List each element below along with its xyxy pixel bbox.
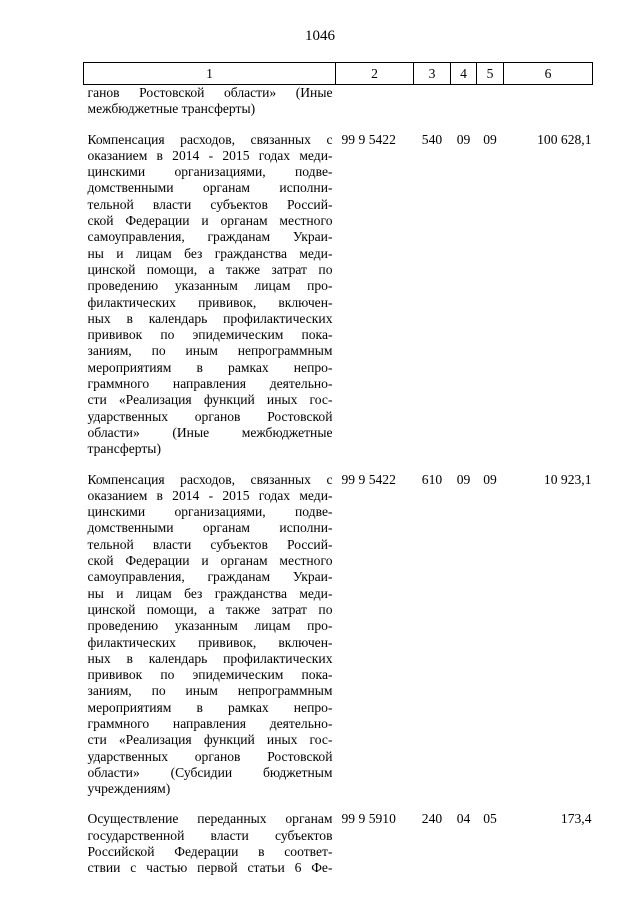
- description-line: проведению указанным лицам про-: [87, 278, 333, 294]
- description-line: межбюджетные трансферты): [87, 101, 256, 117]
- description-line: ны и лицам без гражданства меди-: [87, 245, 333, 261]
- description-line: цинскими организациями, подве-: [87, 504, 333, 520]
- description-line: оказанием в 2014 - 2015 годах меди-: [87, 147, 333, 163]
- description-line: мероприятиям в рамках непро-: [87, 359, 333, 375]
- row-expense-type: 540: [421, 131, 443, 147]
- description-line: граммного направления деятельно-: [87, 376, 333, 392]
- row-amount: 100 628,1: [537, 131, 592, 147]
- row-target-code: 99 9 5910: [341, 811, 396, 827]
- description-line: филактических прививок, включен-: [87, 294, 333, 310]
- description-line: Компенсация расходов, связанных с: [87, 471, 333, 487]
- description-line: цинской помощи, а также затрат по: [87, 601, 333, 617]
- column-header-subsection: 5: [477, 63, 504, 85]
- row-target-code: 99 9 5422: [341, 471, 396, 487]
- row-amount: [504, 85, 593, 132]
- description-line: филактических прививок, включен-: [87, 634, 333, 650]
- row-expense-type: [414, 85, 451, 132]
- description-line: самоуправления, гражданам Украи-: [87, 569, 333, 585]
- row-subsection: [477, 85, 504, 132]
- row-section: [451, 85, 477, 132]
- row-subsection: 09: [483, 471, 497, 487]
- description-line: государственной власти субъектов: [87, 827, 333, 843]
- description-line: ны и лицам без гражданства меди-: [87, 585, 333, 601]
- description-line: ударственных органов Ростовской: [87, 408, 333, 424]
- description-line: цинскими организациями, подве-: [87, 164, 333, 180]
- row-target-code: 99 9 5422: [341, 131, 396, 147]
- description-line: учреждениям): [87, 781, 171, 797]
- row-description: [84, 472, 336, 812]
- row-amount: 173,4: [560, 811, 592, 827]
- description-line: ганов Ростовской области» (Иные: [87, 85, 333, 100]
- budget-table: [83, 62, 593, 891]
- description-line: ствии с частью первой статьи 6 Фе-: [87, 860, 333, 876]
- table-body: [84, 85, 593, 891]
- description-line: самоуправления, гражданам Украи-: [87, 229, 333, 245]
- description-line: ных в календарь профилактических: [87, 650, 333, 666]
- row-description: [84, 85, 336, 132]
- row-section: 09: [456, 131, 471, 147]
- description-line: сти «Реализация функций иных гос-: [87, 732, 333, 748]
- description-line: проведению указанным лицам про-: [87, 618, 333, 634]
- description-line: мероприятиям в рамках непро-: [87, 699, 333, 715]
- description-line: ской Федерации и органам местного: [87, 553, 333, 569]
- row-section: 04: [456, 811, 471, 827]
- description-line: прививок по эпидемическим пока-: [87, 667, 333, 683]
- column-header-expense-type: 3: [414, 63, 451, 85]
- description-line: заниям, по иным непрограммным: [87, 683, 333, 699]
- table-row: [84, 132, 593, 472]
- table-row: [84, 472, 593, 812]
- row-description: [84, 811, 336, 890]
- description-line: сти «Реализация функций иных гос-: [87, 392, 333, 408]
- description-line: заниям, по иным непрограммным: [87, 343, 333, 359]
- description-line: оказанием в 2014 - 2015 годах меди-: [87, 487, 333, 503]
- header-row: [84, 63, 593, 85]
- column-header-amount: 6: [504, 63, 593, 85]
- description-line: домственными органам исполни-: [87, 180, 333, 196]
- column-header-section: 4: [451, 63, 477, 85]
- description-line: тельной власти субъектов Россий-: [87, 536, 333, 552]
- row-amount: 10 923,1: [543, 471, 592, 487]
- column-header-target-code: 2: [336, 63, 414, 85]
- description-line: Осуществление переданных органам: [87, 811, 333, 827]
- description-line: области» (Субсидии бюджетным: [87, 764, 333, 780]
- table-row: [84, 85, 593, 132]
- column-header-name: 1: [84, 63, 336, 85]
- description-line: трансферты): [87, 441, 161, 457]
- row-expense-type: 240: [421, 811, 443, 827]
- row-section: 09: [456, 471, 471, 487]
- page-number: 1046: [305, 28, 335, 44]
- description-line: ударственных органов Ростовской: [87, 748, 333, 764]
- description-line: Компенсация расходов, связанных с: [87, 131, 333, 147]
- row-target-code: [336, 85, 414, 132]
- description-line: ской Федерации и органам местного: [87, 213, 333, 229]
- row-subsection: 09: [483, 131, 497, 147]
- description-line: ных в календарь профилактических: [87, 310, 333, 326]
- description-line: цинской помощи, а также затрат по: [87, 261, 333, 277]
- row-expense-type: 610: [421, 471, 443, 487]
- row-description: [84, 132, 336, 472]
- description-line: домственными органам исполни-: [87, 520, 333, 536]
- description-line: области» (Иные межбюджетные: [87, 424, 333, 440]
- description-line: Российской Федерации в соответ-: [87, 844, 333, 860]
- table-header: [84, 63, 593, 85]
- description-line: прививок по эпидемическим пока-: [87, 327, 333, 343]
- description-line: граммного направления деятельно-: [87, 715, 333, 731]
- table-row: [84, 811, 593, 890]
- row-subsection: 05: [483, 811, 497, 827]
- description-line: тельной власти субъектов Россий-: [87, 196, 333, 212]
